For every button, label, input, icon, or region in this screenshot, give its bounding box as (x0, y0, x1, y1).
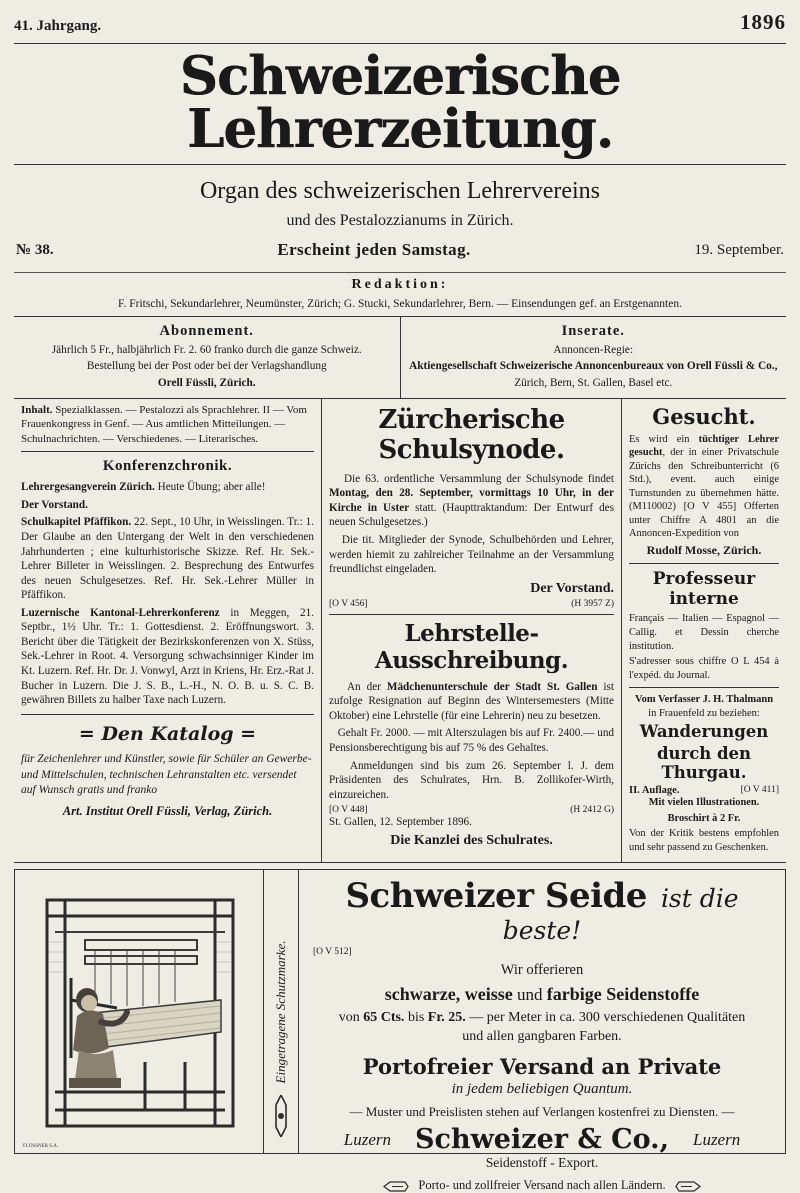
issue-line (0, 230, 800, 264)
wanderungen-author-line-2: in Frauenfeld zu beziehen: (648, 707, 760, 719)
katalog-body: für Zeichenlehrer und Künstler, sowie für Schüler an Gewerbe- und Mittelschulen, technischen Lehranstalten etc. versendet auf Wunsch gratis und franko (21, 753, 312, 797)
chronicle-entry (21, 606, 314, 708)
volume-label: 41. Jahrgang. (14, 18, 102, 34)
silk-ad-products-c: farbige Seidenstoffe (546, 984, 700, 1005)
silk-ad-products (309, 984, 775, 1005)
synode-ref-right: (H 3957 Z) (571, 598, 614, 609)
divider-contents (21, 451, 314, 452)
inserate-block (401, 317, 787, 398)
chronicle-entry-lead: Luzernische Kantonal-Lehrerkonferenz (21, 606, 220, 619)
silk-ad-firm-row (309, 1124, 775, 1155)
divider-under-title (14, 164, 786, 165)
silk-ad-price-line (309, 1010, 775, 1026)
synode-heading: Zürcherische Schulsynode. (378, 404, 565, 465)
synode-ref-left: [O V 456] (329, 598, 368, 609)
silk-ad-quantity: in jedem beliebigen Quantum. (451, 1081, 633, 1098)
column-middle (322, 399, 622, 863)
silk-ad-products-b: und (512, 985, 547, 1005)
professeur-line-1: Français — Italien — Espagnol — Callig. et Dessin cherche institution. (629, 613, 779, 652)
silk-ad-products-a: schwarze, weisse (384, 984, 513, 1005)
lehrstelle-paragraph-2 (329, 726, 614, 755)
column-left (14, 399, 322, 863)
silk-ad-tagline: ist die beste! (502, 884, 739, 946)
silk-ad-samples: — Muster und Preislisten stehen auf Verlangen kostenfrei zu Diensten. — (349, 1104, 735, 1120)
silk-ad-city-right: Luzern (692, 1129, 741, 1149)
lehrstelle-signature: Die Kanzlei des Schulrates. (390, 832, 553, 848)
lehrstelle-place-date: St. Gallen, 12. September 1896. (329, 816, 472, 829)
subtitle-secondary: und des Pestalozzianums in Zürich. (286, 212, 514, 229)
silk-ad-title: Schweizer Seide (345, 876, 647, 917)
silk-ad-city-left: Luzern (343, 1129, 391, 1149)
chronicle-entry-signature: Der Vorstand. (21, 498, 88, 511)
synode-p1-a: Die 63. ordentliche Versammlung der Schulsynode findet (344, 472, 614, 485)
chronicle-entry (21, 515, 314, 602)
shuttle-icon (273, 1095, 289, 1137)
wanderungen-ref: [O V 411] (740, 785, 779, 796)
silk-ad-export-line: Seidenstoff - Export. (485, 1155, 599, 1171)
lehrstelle-ref-left: [O V 448] (329, 805, 368, 816)
conference-chronicle-heading: Konferenzchronik. (102, 458, 233, 475)
gesucht-body (629, 433, 779, 541)
issue-date: 19. September. (694, 241, 784, 258)
silk-advertisement (14, 869, 786, 1193)
divider-wanderungen (629, 687, 779, 688)
lehrstelle-application: Anmeldungen sind bis zum 26. September l. J. dem Präsidenten des Schulrates, Hrn. B. Zollikofer-Wirth, einzureichen. (329, 759, 615, 801)
synode-p2-text: Die tit. Mitglieder der Synode, Schulbehörden und Lehrer, werden hiemit zu zahlreicher Teilnahme an der Versammlung freundlichst eingeladen. (329, 534, 614, 576)
trademark-text: Eingetragene Schutzmarke. (273, 940, 288, 1084)
wanderungen-heading-1: Wanderungen (639, 722, 769, 742)
silk-ad-shipping-headline: Portofreier Versand an Private (362, 1054, 722, 1080)
silk-ad-headline-row (309, 876, 775, 945)
divider-professeur (629, 563, 779, 564)
body-columns (14, 399, 786, 864)
redaktion-heading: Redaktion: (351, 277, 449, 292)
abonnement-publisher: Orell Füssli, Zürich. (157, 376, 256, 389)
chronicle-entry-text: in Meggen, 21. Septbr., 1½ Uhr. Tr.: 1. Gottesdienst. 2. Eröffnungswort. 3. Bericht über die Tätigkeit der Bezirkskonferenzen von X. Stüss, Sek.-Lehrer in Root. 4. Versorgung schwachsinniger Kinder im Kt. Luzern. Ref. Hr. Dr. J. Vonwyl, Arzt in Kriens, Hr. Erz.-Rat J. Bucher in Luzern. Die J. S. B., L.-H., N. O. B. u. S. C. B. gewähren Billets zu halber Taxe nach Luzern. (21, 606, 314, 707)
abonnement-line-2: Bestellung bei der Post oder bei der Verlagshandlung (86, 360, 327, 373)
subtitle: Organ des schweizerischen Lehrervereins (199, 178, 601, 204)
professeur-line-2: S'adresser sous chiffre O L 454 à l'expéd. du Journal. (629, 656, 779, 681)
wanderungen-edition: II. Auflage. (629, 785, 680, 797)
lehrstelle-school: Mädchenunterschule der Stadt St. Gallen (386, 680, 598, 693)
wanderungen-author-line-1: Vom Verfasser J. H. Thalmann (634, 694, 774, 706)
contents-label: Inhalt. (21, 403, 53, 416)
page-title: Schweizerische Lehrerzeitung. (179, 45, 621, 160)
synode-p1-bold: Montag, den 28. September, vormittags 10 Uhr, in der Kirche in Uster (329, 487, 614, 514)
masthead-topline (0, 0, 800, 35)
weaver-at-loom-illustration (25, 882, 253, 1142)
chronicle-entry (21, 480, 314, 495)
abonnement-block (14, 317, 401, 398)
year-label: 1896 (740, 10, 786, 34)
gesucht-body-c: , der in einer Privatschule Zürichs den Schreibunterricht (6 Std.), event. auch einige Turnstunden zu übernehmen hätte. (M110002) [O V 455] Offerten unter Chiffre A 4801 an die Annoncen-Expedition von (629, 447, 779, 540)
contents-text: Spezialklassen. — Pestalozzi als Sprachlehrer. II — Vom Frauenkongress in Genf. — Aus amtlichen Mitteilungen. — Schulnachrichten. — Verschiedenes. — Literarisches. (21, 403, 307, 445)
professeur-heading: Professeur interne (652, 569, 756, 610)
chronicle-entry-lead: Schulkapitel Pfäffikon. (21, 516, 132, 529)
inserate-agency: Aktiengesellschaft Schweizerische Annoncenbureaux von Orell Füssli & Co., (409, 360, 778, 373)
inserate-cities: Zürich, Bern, St. Gallen, Basel etc. (514, 376, 673, 389)
frequency-label: Erscheint jeden Samstag. (277, 240, 471, 259)
wanderungen-edition-line (629, 785, 779, 796)
column-right (622, 399, 786, 863)
price-c: bis (404, 1010, 428, 1026)
trademark-strip (264, 870, 299, 1153)
issue-number: № 38. (16, 241, 54, 258)
divider-lehrstelle (329, 614, 614, 615)
inserate-line-1: Annoncen-Regie: (553, 344, 634, 356)
abonnement-heading: Abonnement. (159, 323, 254, 339)
lehrstelle-salary: Gehalt Fr. 2000. — mit Alterszulagen bis auf Fr. 2400.— und Pensionsberechtigung bis auf 75 % des Gehaltes. (329, 727, 615, 754)
gesucht-heading: Gesucht. (652, 403, 756, 429)
inserate-heading: Inserate. (561, 323, 625, 339)
price-e: — per Meter in ca. 300 verschiedenen Qualitäten (465, 1010, 746, 1026)
silk-ad-porto-text: Porto- und zollfreier Versand nach allen Ländern. (418, 1178, 666, 1193)
katalog-heading: = Den Katalog = (78, 722, 257, 745)
lehrstelle-p1-c: ist zufolge Resignation auf Beginn des Wintersemesters (Mitte Oktober) eine Lehrstelle (für eine Lehrerin) neu zu besetzen. (329, 680, 614, 722)
synode-paragraph-2 (329, 533, 614, 577)
price-a: von (338, 1010, 364, 1026)
synode-signature: Der Vorstand. (530, 580, 614, 596)
gesucht-agency: Rudolf Mosse, Zürich. (646, 542, 762, 557)
silk-ad-content (299, 870, 785, 1193)
silk-ad-offer-line: Wir offerieren (500, 962, 584, 979)
chronicle-entry-lead: Lehrergesangverein Zürich. (21, 481, 155, 494)
wanderungen-illustrations: Mit vielen Illustrationen. (648, 797, 760, 809)
silk-ad-porto-line (309, 1178, 775, 1193)
wanderungen-price: Broschirt à 2 Fr. (667, 812, 741, 824)
silk-ad-colors-line: und allen gangbaren Farben. (462, 1029, 622, 1045)
contents-block (21, 403, 314, 447)
chronicle-entry-text: 22. Sept., 10 Uhr, in Weisslingen. Tr.: 1. Der Glaube an den Untergang der Welt in den verschiedenen Jahrhunderten ; eine kulturhistorische Skizze. Ref. Hr. Sek.-Lehrer Billeter in Weisslingen. 2. Besprechung des Entwurfes des neuen Schulgesetzes. Ref. Hr. Sek.-Lehrer Müller in Pfäffikon. (21, 516, 314, 602)
price-to: Fr. 25. (427, 1010, 466, 1026)
divider-top (14, 43, 786, 44)
shuttle-ornament-right-icon (675, 1180, 701, 1193)
engraving-caption: FLOSSNER S.A. (23, 1144, 59, 1150)
synode-p1-c: statt. (Haupttraktandum: Der Entwurf des neuen Schulgesetzes.) (329, 501, 614, 529)
abonnement-line-1: Jährlich 5 Fr., halbjährlich Fr. 2. 60 franko durch die ganze Schweiz. (51, 344, 362, 356)
katalog-publisher: Art. Institut Orell Füssli, Verlag, Zürich. (62, 803, 273, 818)
redaktion-text: F. Fritschi, Sekundarlehrer, Neumünster, Zürich; G. Stucki, Sekundarlehrer, Bern. — Einsendungen gef. an Erstgenannten. (118, 298, 682, 310)
divider-redaktion (14, 272, 786, 273)
silk-ad-refcode: [O V 512] (313, 947, 352, 958)
loom-engraving (15, 870, 264, 1153)
lehrstelle-heading: Lehrstelle-Ausschreibung. (374, 619, 569, 674)
synode-ref-line (329, 599, 614, 609)
katalog-ad (21, 714, 314, 820)
wanderungen-review: Von der Kritik bestens empfohlen und sehr passend zu Geschenken. (629, 828, 779, 853)
lehrstelle-paragraph-1 (329, 680, 614, 724)
gesucht-body-bold: tüchtiger Lehrer gesucht (629, 433, 779, 459)
lehrstelle-paragraph-3 (329, 759, 614, 803)
lehrstelle-ref-right: (H 2412 G) (570, 805, 614, 816)
synode-paragraph-1 (329, 472, 614, 530)
gesucht-body-a: Es wird ein (629, 433, 699, 445)
lehrstelle-p1-a: An der (346, 680, 387, 693)
silk-ad-firm-name: Schweizer & Co., (415, 1124, 669, 1156)
chronicle-entry-text: Heute Übung; aber alle! (154, 481, 266, 494)
shuttle-ornament-left-icon (383, 1180, 409, 1193)
price-from: 65 Cts. (363, 1010, 405, 1026)
abo-inserate-band (14, 316, 786, 399)
wanderungen-heading-2: durch den Thurgau. (656, 744, 752, 783)
lehrstelle-ref-line (329, 805, 614, 815)
